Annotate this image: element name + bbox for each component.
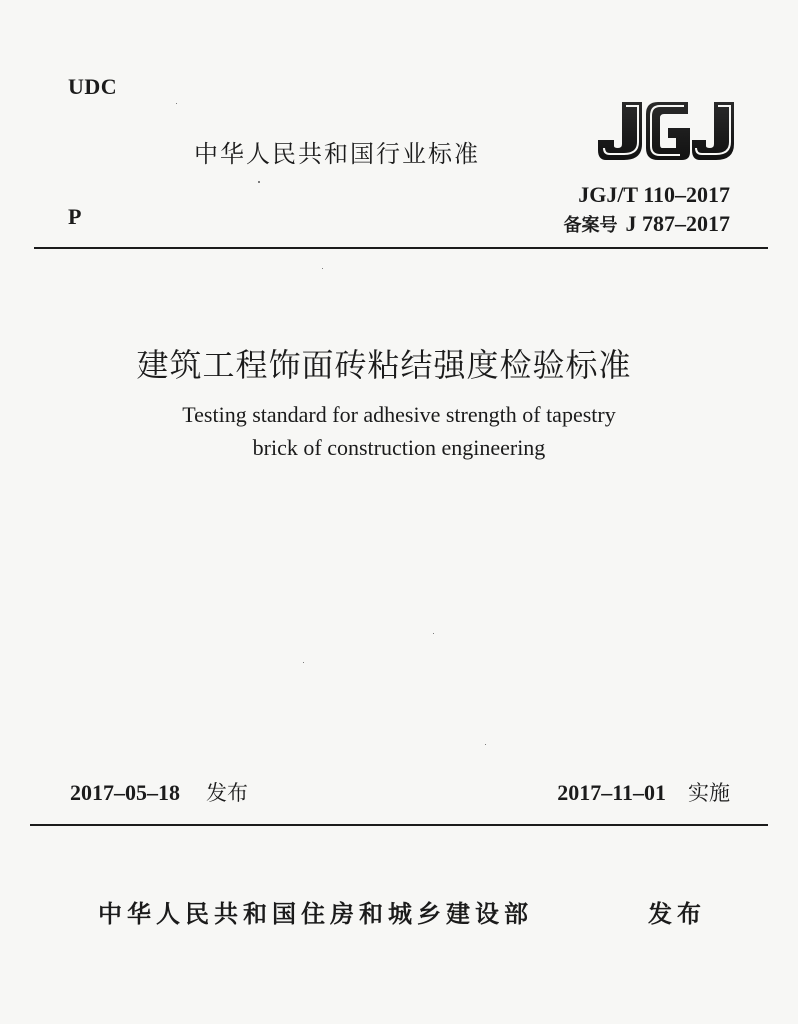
implementation-label: 实施 xyxy=(688,781,730,805)
implementation-date-line xyxy=(557,777,730,807)
scan-speck xyxy=(258,181,260,183)
jgj-logo-text: JGJ xyxy=(666,164,668,165)
scan-speck xyxy=(176,103,177,104)
publisher-publish-label: 发布 xyxy=(648,900,706,928)
scan-speck xyxy=(485,744,486,745)
publisher-name: 中华人民共和国住房和城乡建设部 xyxy=(98,900,533,928)
record-number-line xyxy=(564,211,731,237)
title-english-line-1: Testing standard for adhesive strength of tapestry xyxy=(182,402,616,427)
record-label: 备案号 xyxy=(563,215,618,236)
issue-date: 2017–05–18 xyxy=(70,780,180,805)
jgj-logo xyxy=(596,98,736,164)
issue-date-line xyxy=(70,777,248,807)
title-english xyxy=(0,398,798,464)
title-english-line-2: brick of construction engineering xyxy=(252,435,546,460)
standard-code: JGJ/T 110–2017 xyxy=(578,182,730,207)
title-chinese: 建筑工程饰面砖粘结强度检验标准 xyxy=(136,346,632,384)
classification-code: P xyxy=(68,204,82,229)
scan-speck xyxy=(433,633,434,634)
issue-label: 发布 xyxy=(206,781,248,805)
bottom-divider xyxy=(30,824,768,826)
implementation-date: 2017–11–01 xyxy=(557,780,666,805)
udc-label: UDC xyxy=(68,74,118,99)
top-divider xyxy=(34,247,768,249)
scan-speck xyxy=(322,268,323,269)
industry-standard-heading: 中华人民共和国行业标准 xyxy=(194,140,480,168)
scan-speck xyxy=(303,662,304,663)
record-number: J 787–2017 xyxy=(625,211,730,236)
